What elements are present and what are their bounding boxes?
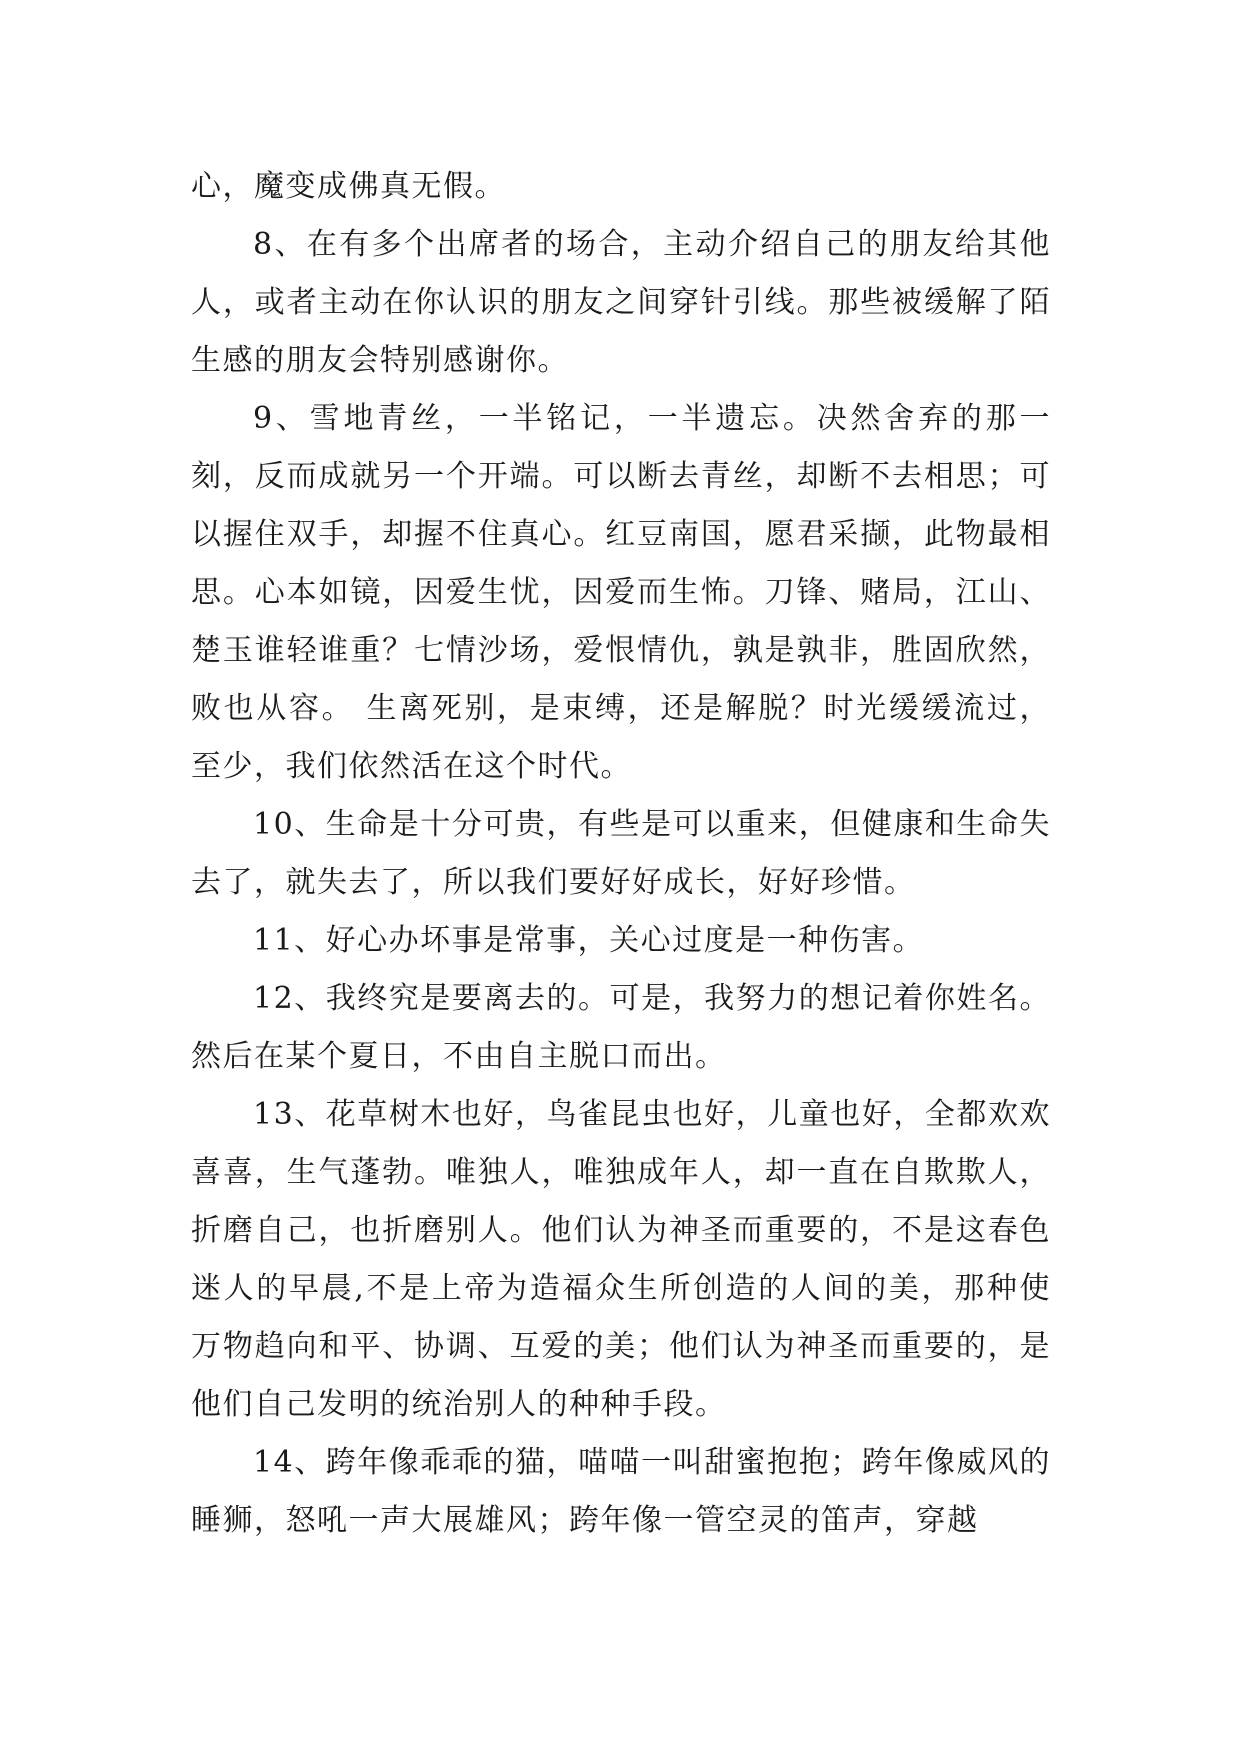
document-body <box>191 158 1051 1550</box>
paragraph-9: 9、雪地青丝，一半铭记，一半遗忘。决然舍弃的那一刻，反而成就另一个开端。可以断去青丝，却断不去相思；可以握住双手，却握不住真心。红豆南国，愿君采撷，此物最相思。心本如镜，因爱生忧，因爱而生怖。刀锋、赌局，江山、楚玉谁轻谁重？七情沙场，爱恨情仇，孰是孰非，胜固欣然，败也从容。 生离死别，是束缚，还是解脱？时光缓缓流过，至少，我们依然活在这个时代。 <box>191 401 1051 784</box>
paragraph-11: 11、好心办坏事是常事，关心过度是一种伤害。 <box>253 923 925 958</box>
paragraph-13: 13、花草树木也好，鸟雀昆虫也好，儿童也好，全都欢欢喜喜，生气蓬勃。唯独人，唯独成年人，却一直在自欺欺人，折磨自己，也折磨别人。他们认为神圣而重要的，不是这春色迷人的早晨,不是上帝为造福众生所创造的人间的美，那种使万物趋向和平、协调、互爱的美；他们认为神圣而重要的，是他们自己发明的统治别人的种种手段。 <box>191 1097 1051 1422</box>
paragraph-12: 12、我终究是要离去的。可是，我努力的想记着你姓名。然后在某个夏日，不由自主脱口而出。 <box>191 981 1051 1074</box>
paragraph-8: 8、在有多个出席者的场合，主动介绍自己的朋友给其他人，或者主动在你认识的朋友之间穿针引线。那些被缓解了陌生感的朋友会特别感谢你。 <box>191 227 1051 378</box>
paragraph-continued: 心，魔变成佛真无假。 <box>191 169 506 204</box>
paragraph-10: 10、生命是十分可贵，有些是可以重来，但健康和生命失去了，就失去了，所以我们要好好成长，好好珍惜。 <box>191 807 1051 900</box>
paragraph-14: 14、跨年像乖乖的猫，喵喵一叫甜蜜抱抱；跨年像威风的睡狮，怒吼一声大展雄风；跨年像一管空灵的笛声，穿越 <box>191 1445 1051 1538</box>
